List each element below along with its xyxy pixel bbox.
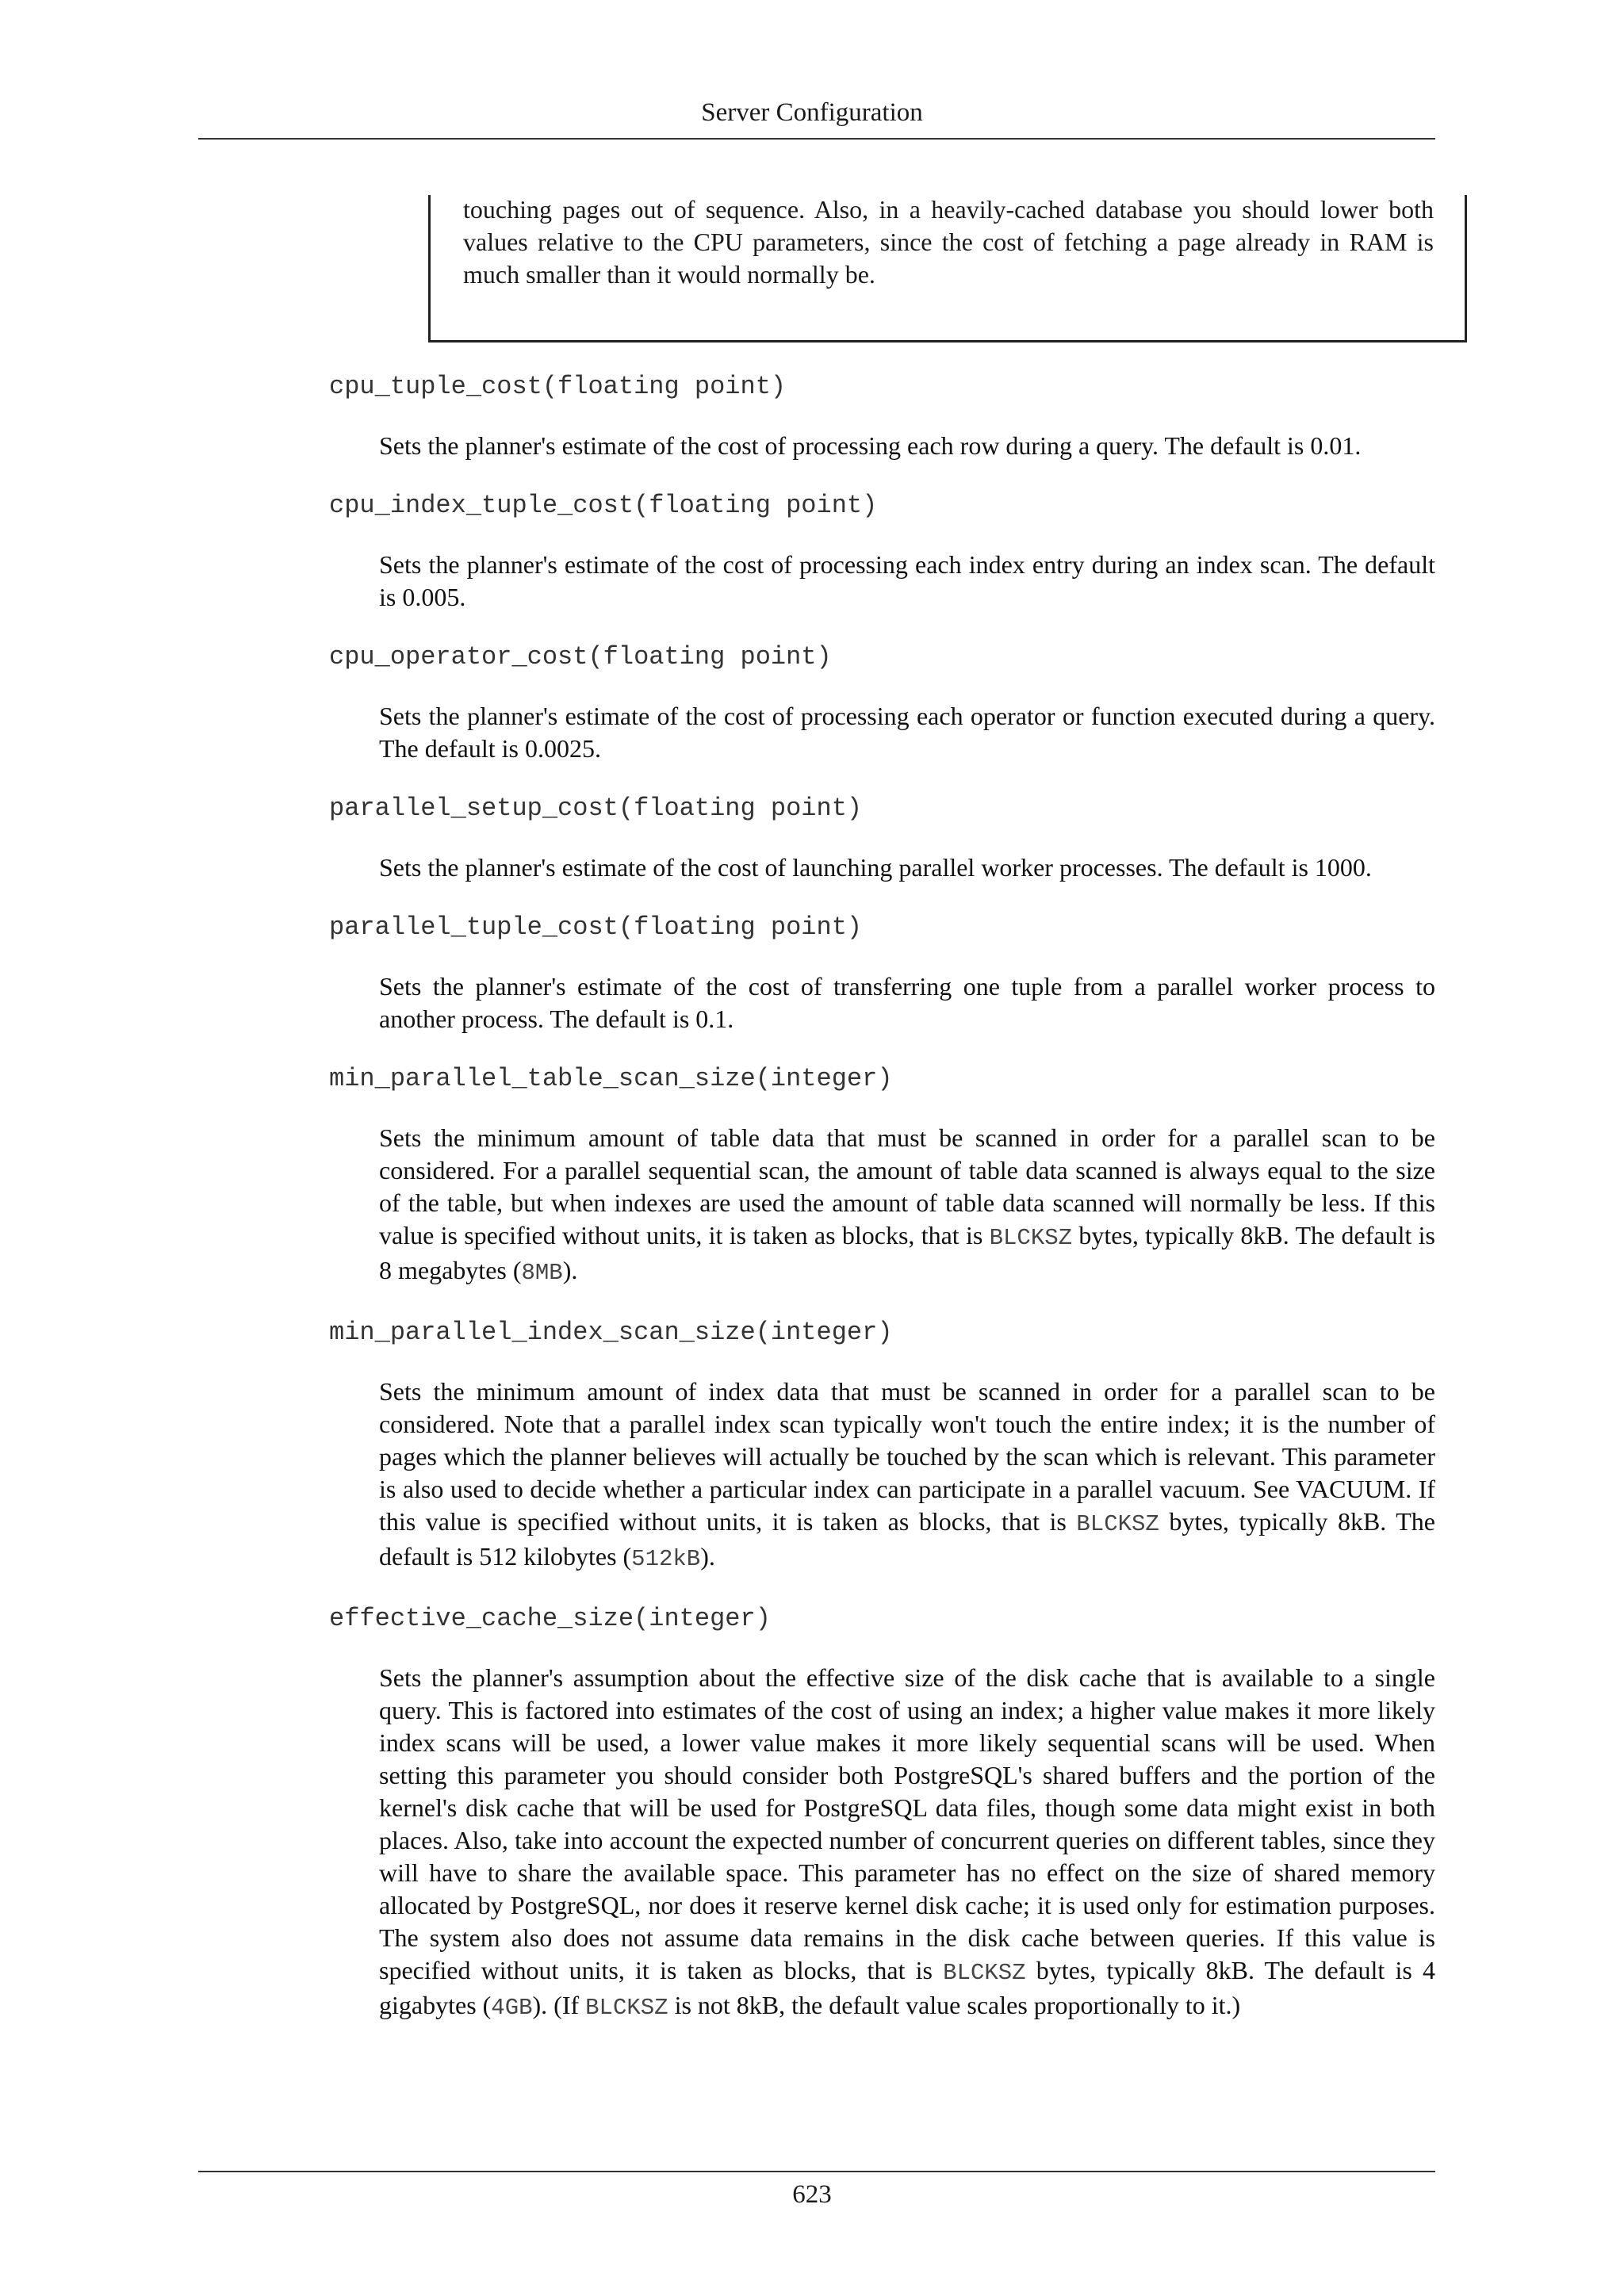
parameter-type: (floating point) — [618, 913, 863, 942]
parameter-description: Sets the planner's estimate of the cost of processing each operator or function executed during a query. The default is 0.0025. — [379, 702, 1435, 763]
parameter-name: cpu_tuple_cost — [329, 372, 542, 401]
inline-code: 8MB — [521, 1260, 563, 1286]
parameter-type: (integer) — [634, 1604, 771, 1633]
inline-code: BLCKSZ — [1076, 1511, 1159, 1537]
parameter-term — [329, 1601, 1435, 1636]
inline-code: 4GB — [491, 1995, 533, 2021]
parameter-type: (floating point) — [588, 642, 832, 672]
note-text: touching pages out of sequence. Also, in a heavily-cached database you should lower both values relative to the CPU parameters, since the cost of fetching a page already in RAM is much smaller than it would normally be. — [463, 195, 1434, 289]
parameter-type: (integer) — [755, 1318, 893, 1347]
description-text: Sets the minimum amount of table data that must be scanned in order for a parallel scan to be considered. For a parallel sequential scan, the amount of table data scanned is always equal to the size of the table, but when indexes are used the amount of table data scanned will normally be less. If this value is specified without units, it is taken as blocks, that is — [379, 1123, 1435, 1249]
parameter-type: (floating point) — [542, 372, 787, 401]
parameter-term — [329, 1315, 1435, 1350]
page-header-title: Server Configuration — [701, 98, 923, 127]
description-text: is not 8kB, the default value scales proportionally to it.) — [668, 1991, 1241, 2019]
parameter-name: cpu_operator_cost — [329, 642, 588, 672]
parameter-description — [379, 1662, 1435, 2024]
parameter-type: (integer) — [755, 1064, 893, 1093]
parameter-description — [379, 1122, 1435, 1289]
parameter-term — [329, 369, 1435, 404]
parameter-description: Sets the planner's estimate of the cost of launching parallel worker processes. The default is 1000. — [379, 853, 1372, 882]
description-text: bytes, typically 8kB. The default is 512 kilobytes ( — [379, 1507, 1436, 1571]
parameter-name: effective_cache_size — [329, 1604, 634, 1633]
description-text: bytes, typically 8kB. The default is 4 gigabytes ( — [379, 1956, 1436, 2019]
parameter-type: (floating point) — [618, 794, 863, 823]
parameter-description: Sets the planner's estimate of the cost of transferring one tuple from a parallel worker process to another process. The default is 0.1. — [379, 972, 1435, 1033]
parameter-term — [329, 910, 1435, 945]
parameter-name: parallel_setup_cost — [329, 794, 619, 823]
parameter-description: Sets the planner's estimate of the cost of processing each index entry during an index scan. The default is 0.005. — [379, 550, 1435, 611]
header-rule — [198, 138, 1435, 140]
parameter-term — [329, 791, 1435, 826]
description-text: Sets the minimum amount of index data that must be scanned in order for a parallel scan to be considered. Note that a parallel index scan typically won't touch the entire index; it is the number of pages which the planner believes will actually be touched by the scan which is relevant. This parameter is also used to decide whether a particular index can participate in a parallel vacuum. See VACUUM. If this value is specified without units, it is taken as blocks, that is — [379, 1377, 1435, 1536]
parameter-description: Sets the planner's estimate of the cost of processing each row during a query. The default is 0.01. — [379, 431, 1362, 460]
inline-code: BLCKSZ — [943, 1960, 1026, 1986]
parameter-name: cpu_index_tuple_cost — [329, 491, 634, 520]
description-text: ). — [562, 1256, 578, 1284]
description-text: ). (If — [532, 1991, 586, 2019]
description-text: ). — [700, 1542, 715, 1571]
parameter-name: min_parallel_table_scan_size — [329, 1064, 756, 1093]
parameter-term — [329, 640, 1435, 675]
parameter-name: min_parallel_index_scan_size — [329, 1318, 756, 1347]
description-text: bytes, typically 8kB. The default is 8 megabytes ( — [379, 1221, 1436, 1284]
description-text: Sets the planner's assumption about the effective size of the disk cache that is available to a single query. This is factored into estimates of the cost of using an index; a higher value makes it more likely index scans will be used, a lower value makes it more likely sequential scans will be used. When setting this parameter you should consider both PostgreSQL's shared buffers and the portion of the kernel's disk cache that will be used for PostgreSQL data files, though some data might exist in both places. Also, take into account the expected number of concurrent queries on different tables, since they will have to share the available space. This parameter has no effect on the size of shared memory allocated by PostgreSQL, nor does it reserve kernel disk cache; it is used only for estimation purposes. The system also does not assume data remains in the disk cache between queries. If this value is specified without units, it is taken as blocks, that is — [379, 1663, 1435, 1984]
parameter-term — [329, 488, 1435, 523]
parameter-name: parallel_tuple_cost — [329, 913, 619, 942]
footer-rule — [198, 2171, 1435, 2172]
parameter-list — [329, 369, 1435, 2050]
inline-code: BLCKSZ — [585, 1995, 668, 2021]
parameter-term — [329, 1062, 1435, 1096]
parameter-description — [379, 1376, 1435, 1575]
parameter-type: (floating point) — [634, 491, 878, 520]
page-number: 623 — [792, 2180, 832, 2209]
inline-code: 512kB — [631, 1546, 701, 1572]
inline-code: BLCKSZ — [989, 1225, 1073, 1251]
